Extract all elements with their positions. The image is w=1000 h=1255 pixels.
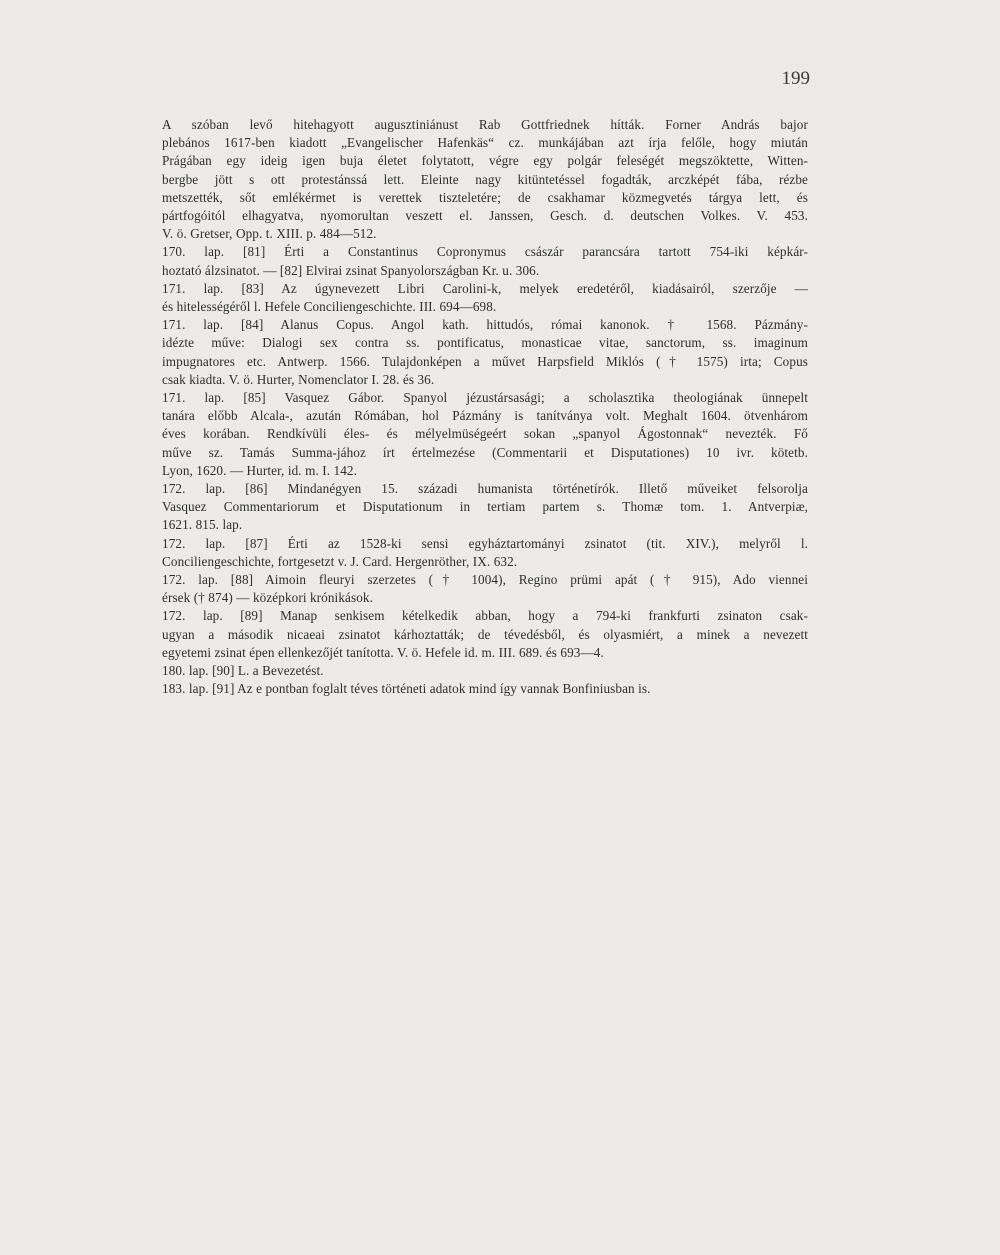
text-line: Conciliengeschichte, fortgesetzt v. J. Card. Hergenröther, IX. 632. [162,553,518,569]
text-line: impugnatores etc. Antwerp. 1566. Tulajdonképen a művet Harpsfield Miklós († 1575) irta; Copus [162,353,808,369]
text-line: metszették, sőt emlékérmet is verettek tiszteletére; de csakhamar közmegvetés tárgya lett, és [162,189,808,205]
text-line: 171. lap. [84] Alanus Copus. Angol kath. hittudós, római kanonok. † 1568. Pázmány- [162,317,808,333]
text-line: csak kiadta. V. ö. Hurter, Nomenclator I. 28. és 36. [162,371,435,387]
text-line: és hitelességéről l. Hefele Conciliengeschichte. III. 694—698. [162,299,497,315]
text-line: 180. lap. [90] L. a Bevezetést. [162,663,324,679]
text-line: 171. lap. [83] Az úgynevezett Libri Carolini-k, melyek eredetéről, kiadásairól, szerzője — [162,280,808,296]
text-line: 1621. 815. lap. [162,517,243,533]
text-line: műve sz. Tamás Summa-jához írt értelmezése (Commentarii et Disputationes) 10 ivr. kötetb. [162,444,808,460]
text-line: V. ö. Gretser, Opp. t. XIII. p. 484—512. [162,226,377,242]
text-line: éves korában. Rendkívüli éles- és mélyelmüségeért sokan „spanyol Ágostonnak“ nevezték. Fő [162,426,808,442]
text-line: 171. lap. [85] Vasquez Gábor. Spanyol jézustársasági; a scholasztika theologiának ünnepelt [162,390,808,406]
text-line: Vasquez Commentariorum et Disputationum in tertiam partem s. Thomæ tom. 1. Antverpiæ, [162,499,808,515]
text-line: 170. lap. [81] Érti a Constantinus Copronymus császár parancsára tartott 754-iki képkár- [162,244,808,260]
text-line: bergbe jött s ott protestánssá lett. Eleinte nagy kitüntetéssel fogadták, arczképét fába, rézbe [162,171,808,187]
text-line: plebános 1617-ben kiadott „Evangelischer Hafenkäs“ cz. munkájában azt írja felőle, hogy miután [162,135,808,151]
text-line: 172. lap. [87] Érti az 1528-ki sensi egyháztartományi zsinatot (tit. XIV.), melyről l. [162,535,808,551]
text-line: 172. lap. [88] Aimoin fleuryi szerzetes († 1004), Regino prümi apát († 915), Ado viennei [162,572,808,588]
body-text [162,116,808,699]
text-line: hoztató álzsinatot. — [82] Elvirai zsinat Spanyolországban Kr. u. 306. [162,262,540,278]
text-line: ugyan a második nicaeai zsinatot kárhoztatták; de tévedésből, és olyasmiért, a minek a nevezett [162,626,808,642]
text-line: 172. lap. [89] Manap senkisem kételkedik abban, hogy a 794-ki frankfurti zsinaton csak- [162,608,808,624]
page-number: 199 [781,68,810,89]
text-line: érsek († 874) — középkori krónikások. [162,590,373,606]
text-line: Prágában egy ideig igen buja életet folytatott, végre egy polgár feleségét megszöktette, Witten- [162,153,808,169]
text-line: idézte műve: Dialogi sex contra ss. pontificatus, monasticae vitae, sanctorum, ss. imaginum [162,335,808,351]
text-line: pártfogóitól elhagyatva, nyomorultan veszett el. Janssen, Gesch. d. deutschen Volkes. V. 453. [162,208,808,224]
text-line: A szóban levő hitehagyott augusztiniánust Rab Gottfriednek hítták. Forner András bajor [162,117,808,132]
text-line: 183. lap. [91] Az e pontban foglalt téves történeti adatok mind így vannak Bonfiniusban is. [162,681,651,697]
text-line: 172. lap. [86] Mindanégyen 15. századi humanista történetírók. Illető műveiket felsorolja [162,481,808,497]
text-line: tanára előbb Alcala-, azután Rómában, hol Pázmány is tanítványa volt. Meghalt 1604. ötvenhárom [162,408,808,424]
text-line: Lyon, 1620. — Hurter, id. m. I. 142. [162,462,358,478]
text-line: egyetemi zsinat épen ellenkezőjét tanította. V. ö. Hefele id. m. III. 689. és 693—4. [162,644,604,660]
